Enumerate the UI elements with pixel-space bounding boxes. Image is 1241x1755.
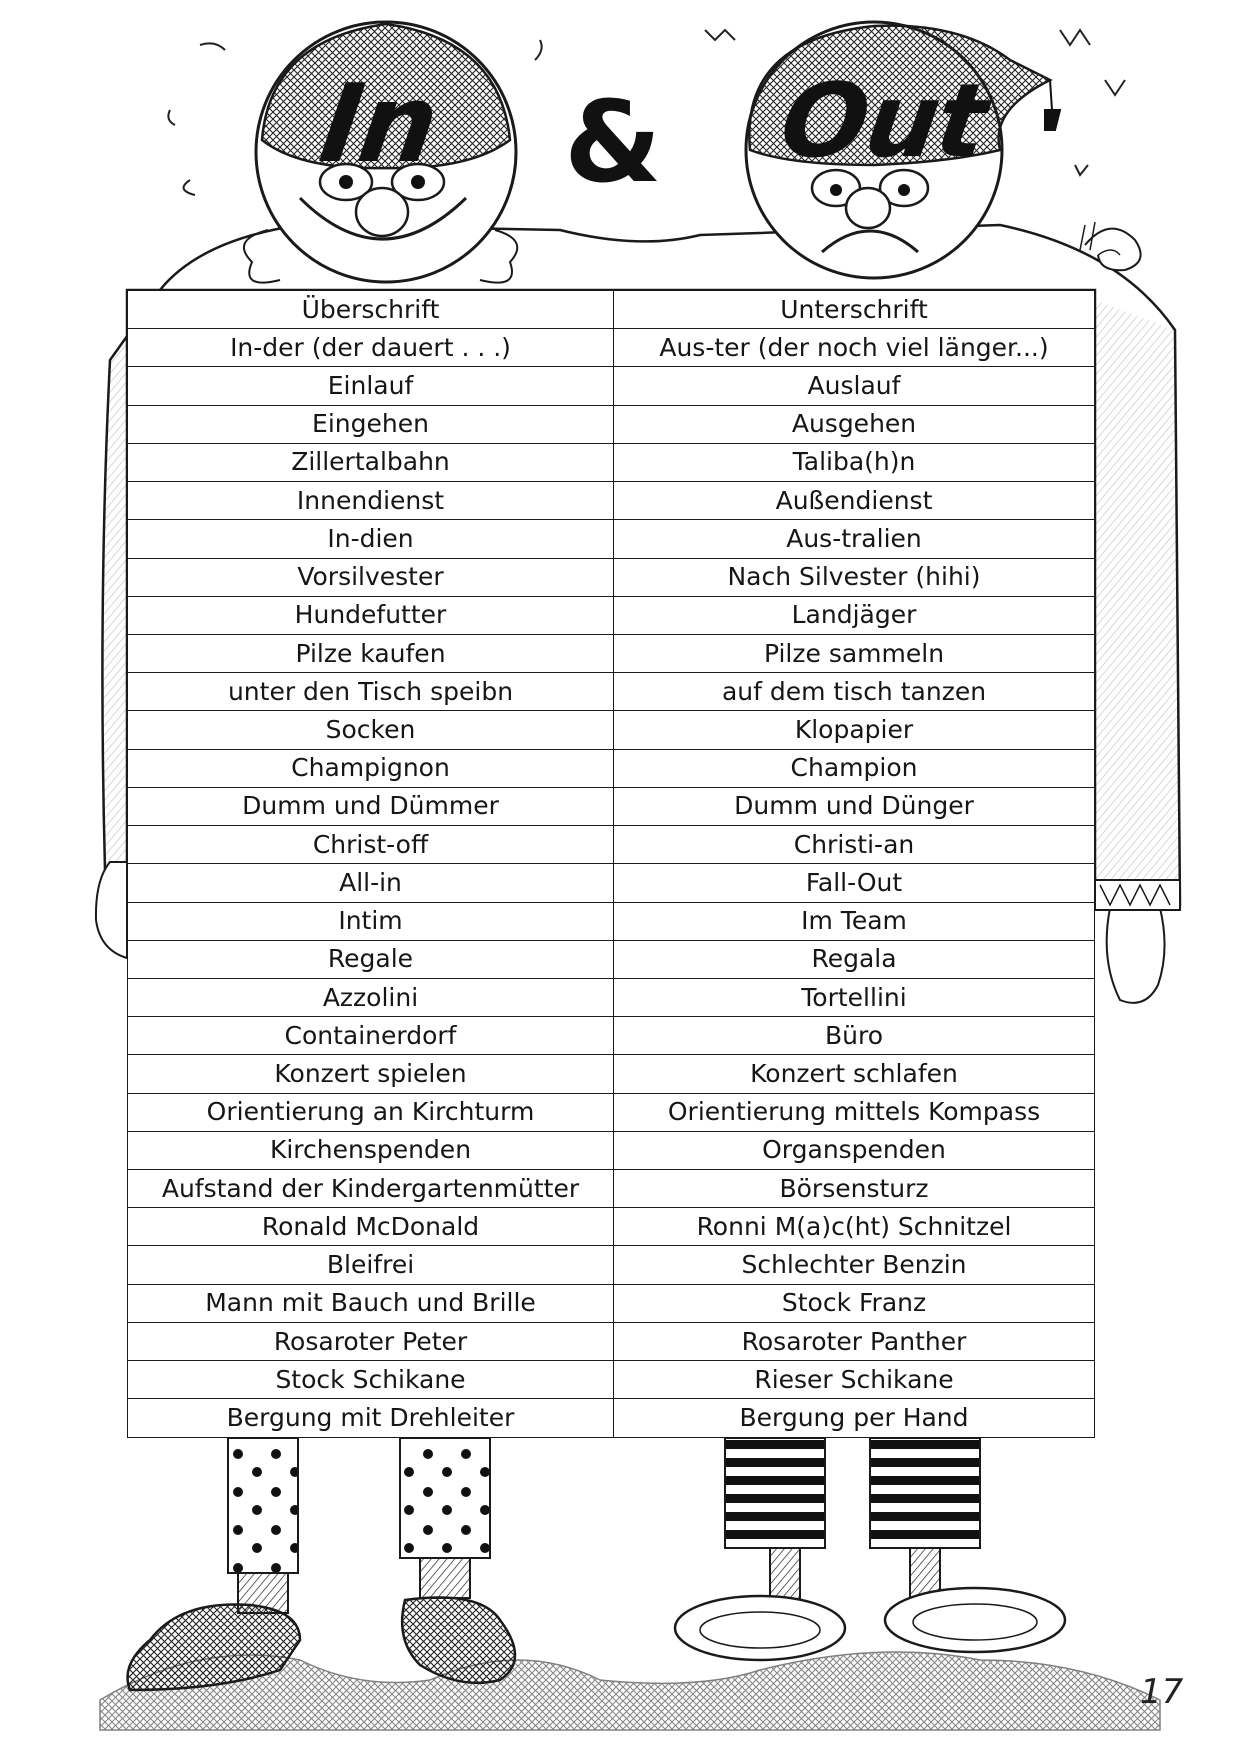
- table-row: [128, 711, 1095, 749]
- cell-out: Landjäger: [614, 596, 1095, 634]
- table-row: [128, 329, 1095, 367]
- left-hand: [96, 862, 127, 958]
- cell-in: Innendienst: [128, 482, 614, 520]
- table-row: [128, 634, 1095, 672]
- cell-in: Stock Schikane: [128, 1361, 614, 1399]
- page-number: 17: [1140, 1672, 1184, 1712]
- cell-out: Stock Franz: [614, 1284, 1095, 1322]
- table-row: [128, 291, 1095, 329]
- cell-out: Bergung per Hand: [614, 1399, 1095, 1438]
- title-ampersand: &: [564, 78, 660, 208]
- cell-out: Börsensturz: [614, 1170, 1095, 1208]
- cell-out: Regala: [614, 940, 1095, 978]
- table-row: [128, 864, 1095, 902]
- cell-out: Tortellini: [614, 978, 1095, 1016]
- table-row: [128, 1284, 1095, 1322]
- cell-out: Auslauf: [614, 367, 1095, 405]
- table-row: [128, 1246, 1095, 1284]
- table-row: [128, 1322, 1095, 1360]
- cell-in: Kirchenspenden: [128, 1131, 614, 1169]
- table-row: [128, 940, 1095, 978]
- cell-out: Außendienst: [614, 482, 1095, 520]
- cell-out: Klopapier: [614, 711, 1095, 749]
- table-row: [128, 749, 1095, 787]
- cell-out: Orientierung mittels Kompass: [614, 1093, 1095, 1131]
- cell-in: Regale: [128, 940, 614, 978]
- cell-out: Christi-an: [614, 826, 1095, 864]
- cell-out: Rosaroter Panther: [614, 1322, 1095, 1360]
- table-row: [128, 1093, 1095, 1131]
- table-row: [128, 520, 1095, 558]
- cell-in: Ronald McDonald: [128, 1208, 614, 1246]
- cell-out: Taliba(h)n: [614, 443, 1095, 481]
- cell-in: Rosaroter Peter: [128, 1322, 614, 1360]
- table-row: [128, 978, 1095, 1016]
- title-in: In: [313, 62, 444, 187]
- table-row: [128, 596, 1095, 634]
- cell-in: Bergung mit Drehleiter: [128, 1399, 614, 1438]
- cell-out: Im Team: [614, 902, 1095, 940]
- cell-in: Christ-off: [128, 826, 614, 864]
- cell-in: Aufstand der Kindergartenmütter: [128, 1170, 614, 1208]
- cell-in: Mann mit Bauch und Brille: [128, 1284, 614, 1322]
- cell-out: Champion: [614, 749, 1095, 787]
- cell-out: auf dem tisch tanzen: [614, 673, 1095, 711]
- cell-in: In-der (der dauert . . .): [128, 329, 614, 367]
- table-row: [128, 1399, 1095, 1438]
- cell-in: Orientierung an Kirchturm: [128, 1093, 614, 1131]
- table-row: [128, 826, 1095, 864]
- cell-in: Intim: [128, 902, 614, 940]
- table-row: [128, 405, 1095, 443]
- cell-out: Konzert schlafen: [614, 1055, 1095, 1093]
- cell-in: Einlauf: [128, 367, 614, 405]
- cell-out: Aus-tralien: [614, 520, 1095, 558]
- cell-out: Nach Silvester (hihi): [614, 558, 1095, 596]
- table-row: [128, 1361, 1095, 1399]
- cell-in: All-in: [128, 864, 614, 902]
- table-row: [128, 1017, 1095, 1055]
- cell-in: Azzolini: [128, 978, 614, 1016]
- table-row: [128, 1055, 1095, 1093]
- cell-in: Überschrift: [128, 291, 614, 329]
- cell-in: Konzert spielen: [128, 1055, 614, 1093]
- table-row: [128, 673, 1095, 711]
- table-row: [128, 367, 1095, 405]
- table-row: [128, 787, 1095, 825]
- table-row: [128, 482, 1095, 520]
- table-row: [128, 1131, 1095, 1169]
- in-out-table-container: [127, 290, 1094, 1438]
- cell-in: Pilze kaufen: [128, 634, 614, 672]
- cell-out: Aus-ter (der noch viel länger...): [614, 329, 1095, 367]
- cell-in: Containerdorf: [128, 1017, 614, 1055]
- cell-in: Champignon: [128, 749, 614, 787]
- cell-in: In-dien: [128, 520, 614, 558]
- title-out: Out: [773, 62, 993, 181]
- table-row: [128, 558, 1095, 596]
- cell-out: Pilze sammeln: [614, 634, 1095, 672]
- cell-out: Schlechter Benzin: [614, 1246, 1095, 1284]
- cell-in: Bleifrei: [128, 1246, 614, 1284]
- cell-out: Büro: [614, 1017, 1095, 1055]
- cell-in: Vorsilvester: [128, 558, 614, 596]
- table-row: [128, 1170, 1095, 1208]
- cell-in: Eingehen: [128, 405, 614, 443]
- cell-out: Organspenden: [614, 1131, 1095, 1169]
- cell-in: unter den Tisch speibn: [128, 673, 614, 711]
- cell-out: Rieser Schikane: [614, 1361, 1095, 1399]
- cell-in: Dumm und Dümmer: [128, 787, 614, 825]
- cell-in: Socken: [128, 711, 614, 749]
- table-row: [128, 443, 1095, 481]
- table-row: [128, 1208, 1095, 1246]
- cell-out: Dumm und Dünger: [614, 787, 1095, 825]
- cell-out: Unterschrift: [614, 291, 1095, 329]
- cell-out: Ausgehen: [614, 405, 1095, 443]
- cell-out: Fall-Out: [614, 864, 1095, 902]
- table-row: [128, 902, 1095, 940]
- cell-out: Ronni M(a)c(ht) Schnitzel: [614, 1208, 1095, 1246]
- cell-in: Zillertalbahn: [128, 443, 614, 481]
- in-out-table: [127, 290, 1095, 1438]
- cell-in: Hundefutter: [128, 596, 614, 634]
